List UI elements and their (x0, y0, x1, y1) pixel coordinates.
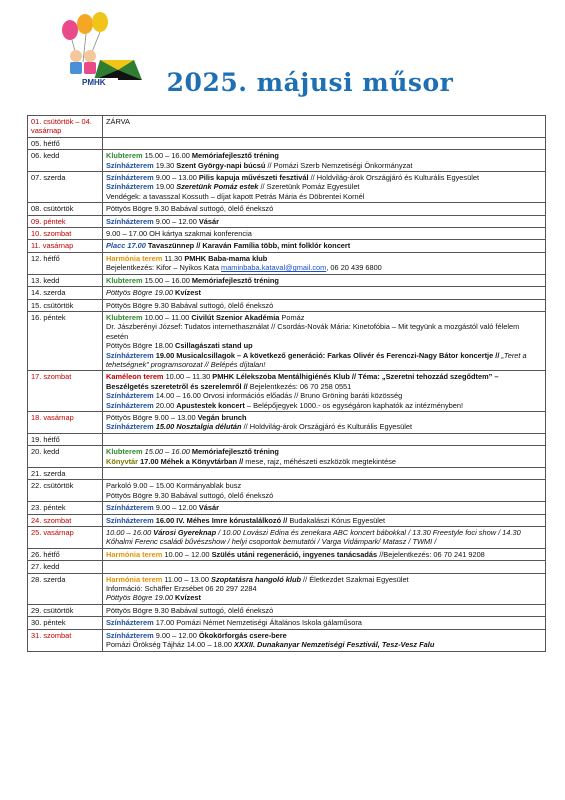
event-text: Színházterem (106, 618, 156, 628)
event-line (106, 606, 542, 615)
program-day: 21. szerda (28, 468, 103, 480)
event-text: Bejelentkezés: Kifor – Nyikos Kata (106, 263, 222, 273)
program-row (28, 371, 546, 412)
event-text: 16.00 IV. Méhes Imre kórustalálkozó // (155, 515, 288, 525)
program-day: 14. szerda (28, 287, 103, 299)
event-text: , 06 20 439 6800 (326, 263, 382, 273)
event-line (106, 640, 542, 649)
program-events (103, 411, 546, 433)
event-text: Kvízest (175, 288, 201, 298)
event-line (106, 491, 542, 500)
event-text: // Életkezdet Szakmai Egyesület (300, 574, 409, 584)
email-link[interactable]: maminbaba.kataval@gmail.com (221, 263, 327, 273)
program-events (103, 468, 546, 480)
event-text: Pöttyös Bögre 9.30 Babával suttogó, ölelő énekszó (106, 490, 274, 500)
event-line (106, 584, 542, 593)
program-events (103, 116, 546, 138)
program-row (28, 252, 546, 274)
program-day: 27. kedd (28, 561, 103, 573)
event-text: 11.30 (164, 253, 185, 263)
event-text: PMHK Lélekszoba Mentálhigiénés Klub // Téma: „Szeretni tehozzád szegődtem” – Beszélgetés szeretetről és szerelemről // (106, 372, 499, 391)
event-text: // Holdvilág-árok Országjáró és Kulturális Egyesület (241, 422, 413, 432)
event-line (106, 618, 542, 627)
logo-text: PMHK (82, 78, 106, 87)
program-day: 05. hétfő (28, 137, 103, 149)
event-text: 9.00 – 17.00 OH kártya szakmai konferencia (106, 229, 252, 239)
program-events (103, 274, 546, 286)
program-day: 15. csütörtök (28, 299, 103, 311)
event-text: 9.00 – 13.00 (155, 173, 199, 183)
program-day: 01. csütörtök – 04. vasárnap (28, 116, 103, 138)
program-events (103, 561, 546, 573)
program-day: 20. kedd (28, 446, 103, 468)
event-line (106, 391, 542, 400)
event-line (106, 313, 542, 322)
program-events (103, 502, 546, 514)
event-line (106, 413, 542, 422)
event-text: XXXII. Dunakanyar Nemzetiségi Fesztivál, Tesz-Vesz Falu (234, 640, 435, 650)
event-line (106, 117, 542, 126)
event-text: Memóriafejlesztő tréning (191, 275, 279, 285)
event-line (106, 182, 542, 191)
event-text: Könyvtár (106, 456, 141, 466)
event-text: Pöttyös Bögre 19.00 (106, 593, 176, 603)
event-text: Kaméleon terem (106, 372, 166, 382)
event-text: 15.00 – 16.00 (144, 275, 192, 285)
program-day: 10. szombat (28, 228, 103, 240)
event-text: Információ: Schäffer Erzsébet 06 20 297 2284 (106, 584, 257, 594)
event-text: Tavaszünnep // Karaván Família több, mint folklór koncert (147, 241, 351, 251)
event-text: Pöttyös Bögre 18.00 (106, 341, 176, 351)
program-events (103, 215, 546, 227)
program-row (28, 299, 546, 311)
program-day: 11. vasárnap (28, 240, 103, 252)
event-text: 15.00 Nosztalgia délután (155, 422, 242, 432)
event-line (106, 263, 542, 272)
program-day: 28. szerda (28, 573, 103, 604)
program-events (103, 527, 546, 549)
program-events (103, 228, 546, 240)
program-row (28, 150, 546, 172)
event-line (106, 217, 542, 226)
event-line (106, 322, 542, 341)
event-line (106, 575, 542, 584)
event-text: Színházterem (106, 350, 156, 360)
event-text: „Teret a tehetségnek” programsorozat // Belépés díjtalan! (106, 350, 527, 369)
program-row (28, 629, 546, 651)
program-events (103, 371, 546, 412)
event-line (106, 550, 542, 559)
program-row (28, 573, 546, 604)
event-line (106, 422, 542, 431)
event-line (106, 372, 542, 391)
event-line (106, 528, 542, 547)
event-text: 19.00 Musicalcsillagok – A következő generáció: Farkas Olivér és Ferenczi-Nagy Bátor koncertje // (155, 350, 502, 360)
program-events (103, 150, 546, 172)
event-line (106, 288, 542, 297)
program-row (28, 468, 546, 480)
event-text: // Pomázi Szerb Nemzetiségi Önkormányzat (265, 160, 413, 170)
event-line (106, 204, 542, 213)
event-line (106, 276, 542, 285)
event-text: Parkoló 9.00 – 15.00 Kormányablak busz (106, 481, 242, 491)
event-line (106, 341, 542, 350)
program-day: 13. kedd (28, 274, 103, 286)
program-day: 08. csütörtök (28, 203, 103, 215)
event-text: Pöttyös Bögre 19.00 (106, 288, 176, 298)
event-text: Színházterem (106, 630, 156, 640)
event-text: Színházterem (106, 515, 156, 525)
program-events (103, 446, 546, 468)
program-day: 31. szombat (28, 629, 103, 651)
event-text: Harmónia terem (106, 549, 165, 559)
event-line (106, 241, 542, 250)
event-line (106, 457, 542, 466)
event-text: 9.00 – 12.00 (155, 216, 199, 226)
event-text: Placc 17.00 (106, 241, 148, 251)
event-text: Pöttyös Bögre 9.30 Babával suttogó, ölelő énekszó (106, 204, 274, 214)
program-events (103, 514, 546, 526)
event-text: 10.00 – 11.30 (165, 372, 213, 382)
event-text: Szoptatásra hangoló klub (211, 574, 301, 584)
event-line (106, 161, 542, 170)
program-events (103, 172, 546, 203)
program-row (28, 215, 546, 227)
program-events (103, 480, 546, 502)
event-line (106, 401, 542, 410)
program-day: 29. csütörtök (28, 604, 103, 616)
event-text: 10.00 – 12.00 (164, 549, 212, 559)
event-text: Vegán brunch (197, 412, 247, 422)
program-day: 17. szombat (28, 371, 103, 412)
program-row (28, 604, 546, 616)
program-table (27, 115, 546, 652)
event-text: 9.00 – 12.00 (155, 630, 199, 640)
program-row (28, 480, 546, 502)
event-text: 20.00 (155, 400, 177, 410)
event-text: ZÁRVA (106, 117, 130, 126)
program-row (28, 548, 546, 560)
event-text: Színházterem (106, 182, 156, 192)
event-text: Vásár (198, 503, 219, 513)
event-text: Vásár (198, 216, 219, 226)
event-text: Színházterem (106, 160, 156, 170)
program-row (28, 433, 546, 445)
event-text: 19.00 (155, 182, 177, 192)
event-text: Dr. Jászberényi József: Tudatos internethasználat // Csordás-Novák Mária: Kinetofóbia – Mit tegyünk a mozgástól való félelem esetén (106, 322, 520, 341)
program-day: 30. péntek (28, 617, 103, 629)
event-text: – Belépőjegyek 1000.- os egységáron kaphatók az intézményben! (244, 400, 464, 410)
program-events (103, 203, 546, 215)
program-day: 25. vasárnap (28, 527, 103, 549)
program-events (103, 287, 546, 299)
event-line (106, 351, 542, 370)
program-events (103, 573, 546, 604)
event-text: Budakalászi Kórus Egyesület (287, 515, 386, 525)
event-text: Szülés utáni regeneráció, ingyenes tanácsadás (211, 549, 378, 559)
event-line (106, 481, 542, 490)
program-events (103, 629, 546, 651)
event-text: Klubterem (106, 151, 145, 161)
event-text: //Bejelentkezés: 06 70 241 9208 (377, 549, 485, 559)
event-text: Pöttyös Bögre 9.00 – 13.00 (106, 412, 198, 422)
program-events (103, 252, 546, 274)
event-text: Színházterem (106, 173, 156, 183)
program-row (28, 514, 546, 526)
program-events (103, 299, 546, 311)
event-line (106, 192, 542, 201)
event-line (106, 139, 542, 148)
event-text: Klubterem (106, 275, 145, 285)
event-line (106, 301, 542, 310)
program-day: 16. péntek (28, 311, 103, 370)
program-row (28, 287, 546, 299)
event-line (106, 593, 542, 602)
event-text: 17.00 Pomázi Német Nemzetiségi Általános Iskola gálaműsora (155, 618, 362, 628)
program-events (103, 240, 546, 252)
program-events (103, 311, 546, 370)
event-line (106, 151, 542, 160)
program-day: 09. péntek (28, 215, 103, 227)
event-text: Bejelentkezés: 06 70 258 0551 (247, 381, 352, 391)
event-line (106, 562, 542, 571)
program-events (103, 604, 546, 616)
program-day: 24. szombat (28, 514, 103, 526)
program-row (28, 274, 546, 286)
event-text: 15.00 – 16.00 (144, 447, 192, 457)
event-text: 15.00 – 16.00 (144, 151, 192, 161)
event-text: Harmónia terem (106, 574, 165, 584)
logo-graphic (38, 12, 148, 88)
event-text: 14.00 – 16.00 Orvosi információs előadás // Bruno Gröning baráti közösség (155, 391, 403, 401)
event-text: 19.30 (155, 160, 177, 170)
event-text: Civilút Szenior Akadémia (191, 312, 280, 322)
event-text: Kvízest (175, 593, 201, 603)
page-title: 2025. májusi műsor (166, 68, 454, 97)
program-row (28, 411, 546, 433)
program-row (28, 311, 546, 370)
program-day: 26. hétfő (28, 548, 103, 560)
event-text: 10.00 – 16.00 (106, 528, 154, 538)
event-line (106, 435, 542, 444)
event-text: Színházterem (106, 391, 156, 401)
program-row (28, 527, 546, 549)
event-text: 9.00 – 12.00 (155, 503, 199, 513)
event-text: Klubterem (106, 312, 145, 322)
event-text: Memóriafejlesztő tréning (191, 447, 279, 457)
event-text: // Holdvilág-árok Országjáró és Kulturális Egyesület (308, 173, 480, 183)
program-row (28, 561, 546, 573)
program-row (28, 240, 546, 252)
event-text: 17.00 Méhek a Könyvtárban // (140, 456, 244, 466)
event-line (106, 516, 542, 525)
program-day: 23. péntek (28, 502, 103, 514)
program-row (28, 446, 546, 468)
program-row (28, 502, 546, 514)
event-text: Apustestek koncert (176, 400, 245, 410)
event-text: Szeretünk Pomáz estek (176, 182, 259, 192)
program-day: 12. hétfő (28, 252, 103, 274)
event-line (106, 254, 542, 263)
event-line (106, 447, 542, 456)
event-text: Szent György-napi búcsú (176, 160, 266, 170)
event-text: Színházterem (106, 216, 156, 226)
program-row (28, 116, 546, 138)
event-text: // Szeretünk Pomáz Egyesület (258, 182, 360, 192)
event-text: Pöttyös Bögre 9.30 Babával suttogó, ölelő énekszó (106, 605, 274, 615)
event-text: Színházterem (106, 503, 156, 513)
program-day: 07. szerda (28, 172, 103, 203)
event-line (106, 469, 542, 478)
event-text: Színházterem (106, 400, 156, 410)
event-text: Ökokörforgás csere-bere (198, 630, 287, 640)
event-text: Pomázi Örökség Tájház 14.00 – 18.00 (106, 640, 235, 650)
event-text: Városi Gyereknap (153, 528, 217, 538)
program-row (28, 617, 546, 629)
program-events (103, 617, 546, 629)
pmhk-logo (38, 12, 148, 88)
event-text: Csillagászati stand up (175, 341, 253, 351)
program-row (28, 172, 546, 203)
program-day: 19. hétfő (28, 433, 103, 445)
event-text: / 10.00 Lovászi Edina és zenekara ABC koncert bábokkal / 13.30 Freestyle foci show / 14.30 Kőhalmi Ferenc családi bűvészshow / helyi csoportok bemutatói / Varga Vidámpark/ Matasz / TWMI / (106, 528, 521, 547)
event-text: 10.00 – 11.00 (144, 312, 192, 322)
event-text: Pöttyös Bögre 9.30 Babával suttogó, ölelő énekszó (106, 300, 274, 310)
event-line (106, 173, 542, 182)
event-text: Harmónia terem (106, 253, 165, 263)
event-text: Pomáz (279, 312, 305, 322)
event-text: 11.00 – 13.00 (164, 574, 212, 584)
event-text: Klubterem (106, 447, 145, 457)
program-day: 22. csütörtök (28, 480, 103, 502)
program-row (28, 228, 546, 240)
event-text: Memóriafejlesztő tréning (191, 151, 279, 161)
program-row (28, 203, 546, 215)
event-line (106, 229, 542, 238)
event-text: Pilis kapuja művészeti fesztivál (198, 173, 309, 183)
event-line (106, 631, 542, 640)
program-events (103, 548, 546, 560)
program-day: 18. vasárnap (28, 411, 103, 433)
event-text: PMHK Baba-mama klub (184, 253, 268, 263)
program-events (103, 433, 546, 445)
program-row (28, 137, 546, 149)
event-text: Vendégek: a tavasszal Kossuth – díjat kapott Petrás Mária és Döbrentei Kornél (106, 191, 365, 201)
event-line (106, 503, 542, 512)
program-day: 06. kedd (28, 150, 103, 172)
event-text: Színházterem (106, 422, 156, 432)
event-text: mese, rajz, méhészeti eszközök megtekintése (243, 456, 397, 466)
program-events (103, 137, 546, 149)
